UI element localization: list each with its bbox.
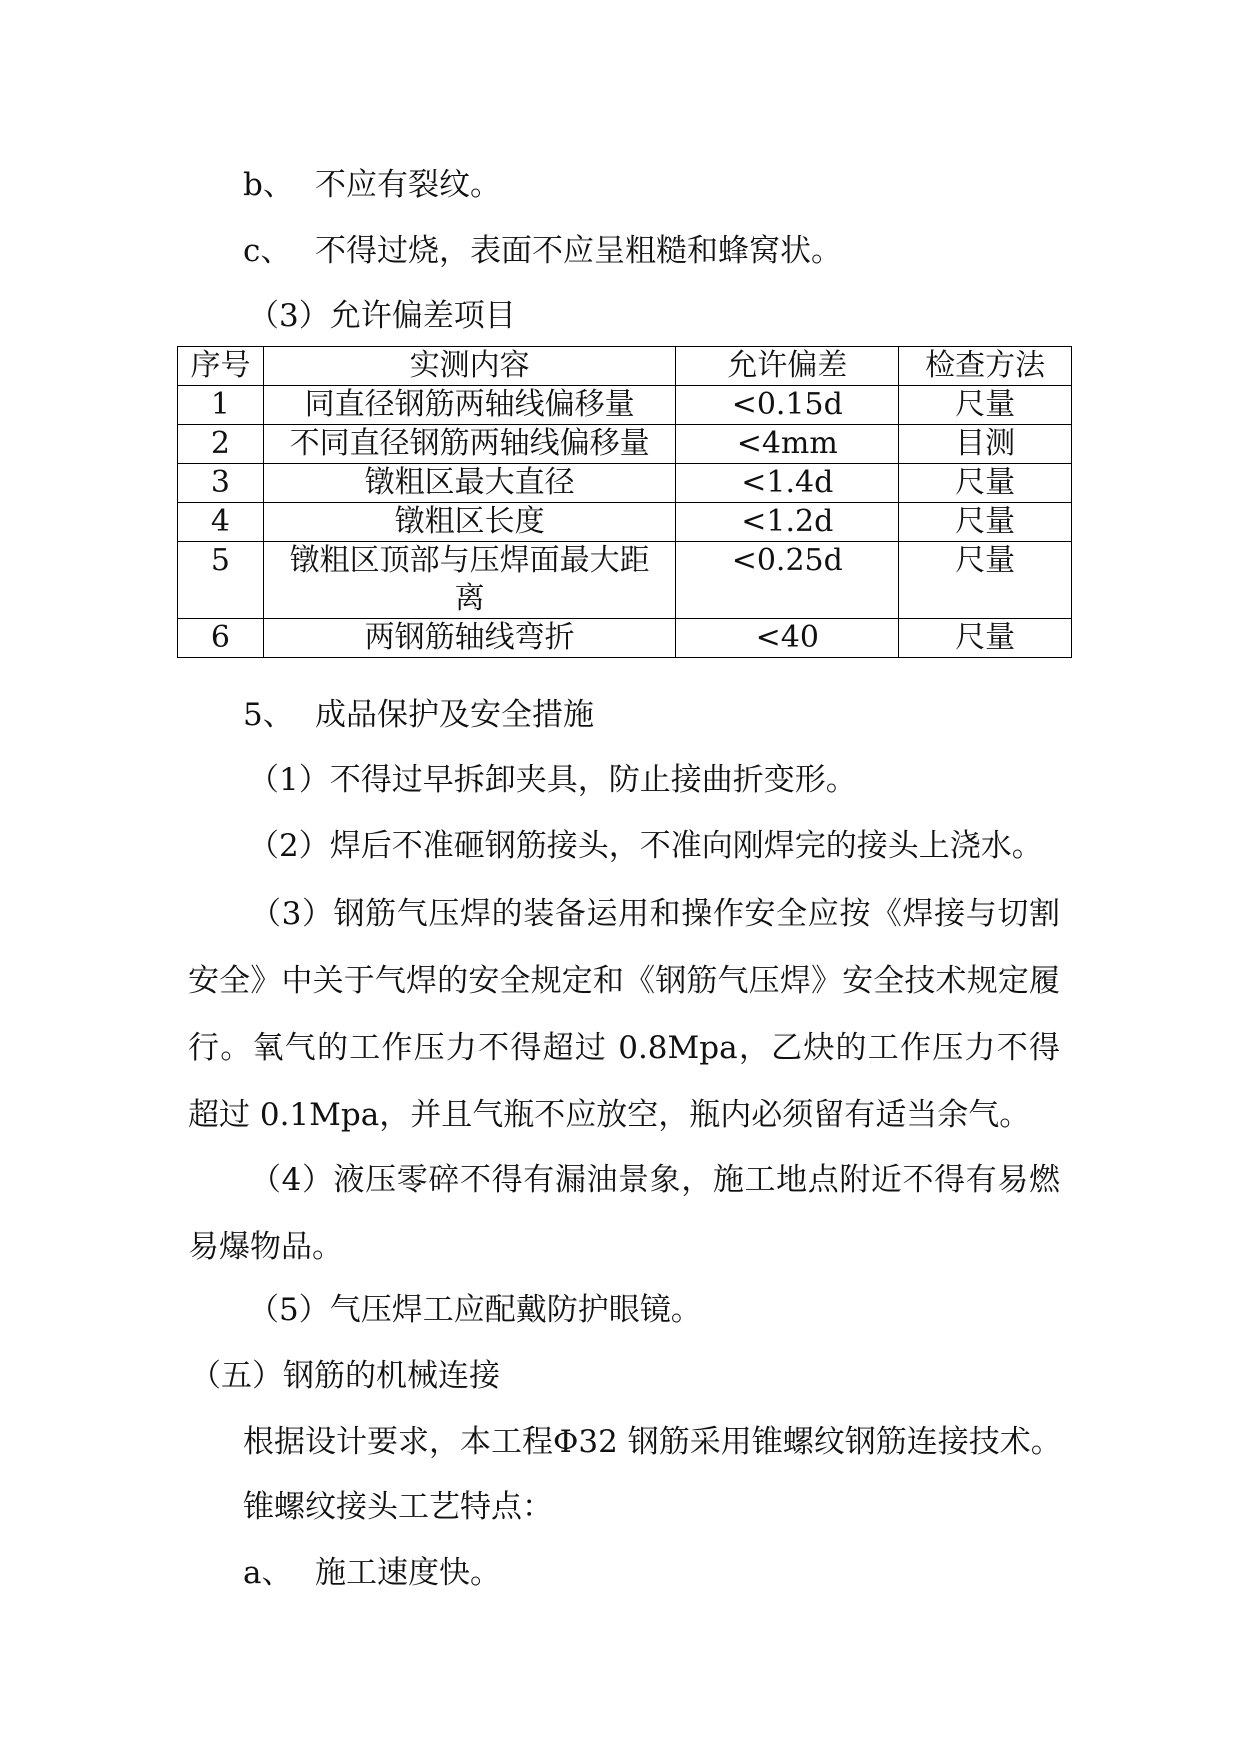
- table-row: [178, 542, 1072, 619]
- table-cell: 镦粗区顶部与压焊面最大距离: [263, 542, 675, 619]
- table-cell: 镦粗区最大直径: [263, 464, 675, 503]
- table-cell: 2: [178, 425, 264, 464]
- intro-paragraph: 根据设计要求，本工程Φ32 钢筋采用锥螺纹钢筋连接技术。: [243, 1424, 1062, 1460]
- table-cell: <1.4d: [676, 464, 899, 503]
- table-cell: 尺量: [899, 542, 1072, 619]
- table-row: [178, 503, 1072, 542]
- header-cell: 序号: [178, 347, 264, 386]
- header-cell: 实测内容: [263, 347, 675, 386]
- list-marker: a、: [243, 1555, 293, 1591]
- table-cell: 1: [178, 386, 264, 425]
- tolerance-table: [177, 346, 1072, 658]
- table-cell: 同直径钢筋两轴线偏移量: [263, 386, 675, 425]
- table-row: [178, 386, 1072, 425]
- list-item-a: [243, 1553, 501, 1593]
- section-heading-5: [243, 695, 594, 735]
- table-cell: 尺量: [899, 619, 1072, 658]
- list-text: 不得过烧，表面不应呈粗糙和蜂窝状。: [315, 233, 842, 269]
- table-cell: 4: [178, 503, 264, 542]
- table-cell: <0.15d: [676, 386, 899, 425]
- measure-4: （4）液压零碎不得有漏油景象，施工地点附近不得有易燃易爆物品。: [188, 1162, 1060, 1265]
- table-cell: 不同直径钢筋两轴线偏移量: [263, 425, 675, 464]
- table-cell: 尺量: [899, 464, 1072, 503]
- list-item-c: [243, 231, 842, 271]
- table-cell: 尺量: [899, 503, 1072, 542]
- table-cell: 两钢筋轴线弯折: [263, 619, 675, 658]
- table-cell: 尺量: [899, 386, 1072, 425]
- section-marker: 5、: [243, 697, 294, 733]
- table-cell: 5: [178, 542, 264, 619]
- section-heading-five: （五）钢筋的机械连接: [190, 1358, 500, 1394]
- measure-3: （3）钢筋气压焊的装备运用和操作安全应按《焊接与切割安全》中关于气焊的安全规定和《钢筋气压焊》安全技术规定履行。氧气的工作压力不得超过 0.8Mpa，乙炔的工作压力不得超过 0.1Mpa，并且气瓶不应放空，瓶内必须留有适当余气。: [188, 896, 1060, 1133]
- list-item-b: [243, 165, 501, 205]
- table-cell: <40: [676, 619, 899, 658]
- features-title: 锥螺纹接头工艺特点：: [243, 1489, 553, 1525]
- list-text: 不应有裂纹。: [315, 167, 501, 203]
- list-text: 施工速度快。: [315, 1555, 501, 1591]
- table-cell: 3: [178, 464, 264, 503]
- measure-1: （1）不得过早拆卸夹具，防止接曲折变形。: [248, 762, 857, 798]
- list-marker: c、: [243, 233, 292, 269]
- header-cell: 检查方法: [899, 347, 1072, 386]
- header-cell: 允许偏差: [676, 347, 899, 386]
- table-title: （3）允许偏差项目: [248, 298, 516, 334]
- table-cell: 目测: [899, 425, 1072, 464]
- table-cell: <1.2d: [676, 503, 899, 542]
- table-header-row: [178, 347, 1072, 386]
- measure-2: （2）焊后不准砸钢筋接头，不准向刚焊完的接头上浇水。: [248, 828, 1043, 864]
- list-marker: b、: [243, 167, 294, 203]
- table-cell: <0.25d: [676, 542, 899, 619]
- table-row: [178, 619, 1072, 658]
- table-cell: <4mm: [676, 425, 899, 464]
- table-cell: 6: [178, 619, 264, 658]
- measure-5: （5）气压焊工应配戴防护眼镜。: [248, 1292, 702, 1328]
- section-title: 成品保护及安全措施: [315, 697, 594, 733]
- table-cell: 镦粗区长度: [263, 503, 675, 542]
- table-row: [178, 464, 1072, 503]
- table-row: [178, 425, 1072, 464]
